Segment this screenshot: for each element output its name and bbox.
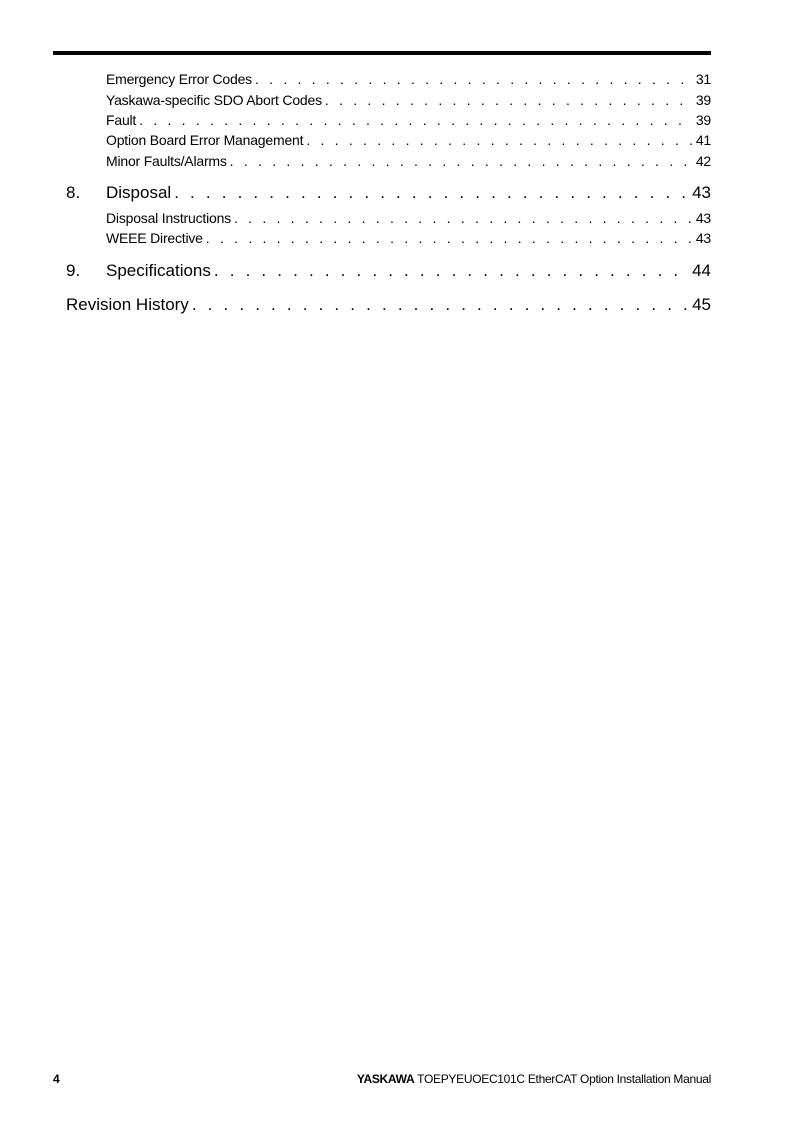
toc-entry-option-board-error-management[interactable] xyxy=(106,132,711,148)
dot-leader xyxy=(230,153,692,169)
toc-entry-page: 43 xyxy=(695,210,711,226)
toc-entry-page: 41 xyxy=(695,132,711,148)
toc-entry-page: 43 xyxy=(692,183,711,202)
page-footer xyxy=(53,1072,711,1088)
toc-entry-page: 43 xyxy=(695,230,711,246)
toc-entry-title: Fault xyxy=(106,112,137,128)
toc-entry-disposal-instructions[interactable] xyxy=(106,210,711,226)
toc-entry-title: Disposal Instructions xyxy=(106,210,231,226)
toc-entry-title: Option Board Error Management xyxy=(106,132,304,148)
toc-entry-page: 39 xyxy=(695,112,711,128)
toc-entry-title: WEEE Directive xyxy=(106,230,203,246)
toc-entry-title: Specifications xyxy=(106,261,211,280)
dot-leader xyxy=(139,112,692,128)
toc-entry-page: 39 xyxy=(695,92,711,108)
dot-leader xyxy=(325,92,692,108)
toc-entry-page: 44 xyxy=(692,261,711,280)
toc-chapter-specifications[interactable] xyxy=(66,261,711,281)
dot-leader xyxy=(206,230,692,246)
toc-entry-title: Emergency Error Codes xyxy=(106,71,252,87)
toc-entry-weee-directive[interactable] xyxy=(106,230,711,246)
toc-entry-title: Yaskawa-specific SDO Abort Codes xyxy=(106,92,322,108)
toc-chapter-number: 9. xyxy=(66,261,81,280)
footer-page-number: 4 xyxy=(53,1072,60,1086)
footer-manual-name: TOEPYEUOEC101C EtherCAT Option Installation Manual xyxy=(417,1072,711,1086)
toc-entry-page: 31 xyxy=(695,71,711,87)
dot-leader xyxy=(174,183,688,203)
toc-entry-emergency-error-codes[interactable] xyxy=(106,71,711,87)
dot-leader xyxy=(234,210,692,226)
footer-manual-title xyxy=(357,1072,711,1086)
toc-entry-fault[interactable] xyxy=(106,112,711,128)
toc-chapter-number: 8. xyxy=(66,183,81,202)
toc-chapter-disposal[interactable] xyxy=(66,183,711,203)
toc-entry-title: Revision History xyxy=(66,295,189,314)
dot-leader xyxy=(255,71,692,87)
header-rule xyxy=(53,51,711,55)
dot-leader xyxy=(306,132,692,148)
toc-entry-minor-faults-alarms[interactable] xyxy=(106,153,711,169)
toc-entry-page: 45 xyxy=(692,295,711,314)
toc-entry-title: Minor Faults/Alarms xyxy=(106,153,227,169)
footer-brand: YASKAWA xyxy=(356,1072,415,1086)
dot-leader xyxy=(192,295,688,315)
toc-entry-title: Disposal xyxy=(106,183,172,202)
toc-entry-revision-history[interactable] xyxy=(66,295,711,315)
toc-entry-sdo-abort-codes[interactable] xyxy=(106,92,711,108)
dot-leader xyxy=(214,261,688,281)
toc-entry-page: 42 xyxy=(695,153,711,169)
